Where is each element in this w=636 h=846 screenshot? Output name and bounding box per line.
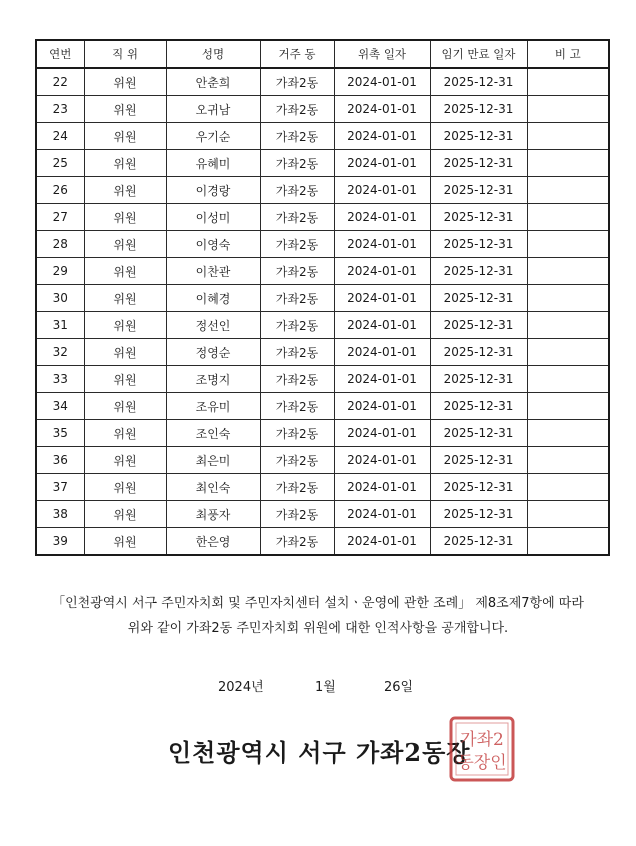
cell-name: 이찬관	[166, 258, 260, 285]
cell-name: 우기순	[166, 123, 260, 150]
cell-remarks	[527, 528, 609, 556]
cell-remarks	[527, 96, 609, 123]
cell-position: 위원	[84, 447, 166, 474]
cell-residence: 가좌2동	[260, 528, 334, 556]
cell-term-end-date: 2025-12-31	[430, 447, 527, 474]
cell-residence: 가좌2동	[260, 204, 334, 231]
cell-appointed-date: 2024-01-01	[334, 312, 430, 339]
cell-number: 23	[36, 96, 84, 123]
cell-name: 이성미	[166, 204, 260, 231]
cell-number: 28	[36, 231, 84, 258]
cell-position: 위원	[84, 501, 166, 528]
cell-remarks	[527, 258, 609, 285]
cell-residence: 가좌2동	[260, 312, 334, 339]
cell-appointed-date: 2024-01-01	[334, 366, 430, 393]
cell-appointed-date: 2024-01-01	[334, 68, 430, 96]
cell-name: 한은영	[166, 528, 260, 556]
cell-name: 최풍자	[166, 501, 260, 528]
cell-appointed-date: 2024-01-01	[334, 96, 430, 123]
table-row	[36, 204, 609, 231]
cell-name: 정영순	[166, 339, 260, 366]
cell-residence: 가좌2동	[260, 393, 334, 420]
cell-term-end-date: 2025-12-31	[430, 339, 527, 366]
cell-appointed-date: 2024-01-01	[334, 204, 430, 231]
cell-remarks	[527, 501, 609, 528]
cell-residence: 가좌2동	[260, 96, 334, 123]
cell-number: 34	[36, 393, 84, 420]
cell-residence: 가좌2동	[260, 285, 334, 312]
cell-position: 위원	[84, 528, 166, 556]
table-row	[36, 312, 609, 339]
cell-number: 37	[36, 474, 84, 501]
cell-position: 위원	[84, 393, 166, 420]
cell-remarks	[527, 339, 609, 366]
notice-line-1: 「인천광역시 서구 주민자치회 및 주민자치센터 설치ㆍ운영에 관한 조례」 제8조제7항에 따라	[52, 596, 584, 611]
cell-number: 22	[36, 68, 84, 96]
cell-residence: 가좌2동	[260, 501, 334, 528]
table-row	[36, 68, 609, 96]
cell-remarks	[527, 420, 609, 447]
cell-residence: 가좌2동	[260, 177, 334, 204]
cell-position: 위원	[84, 420, 166, 447]
cell-number: 31	[36, 312, 84, 339]
table-row	[36, 528, 609, 556]
cell-term-end-date: 2025-12-31	[430, 366, 527, 393]
cell-remarks	[527, 150, 609, 177]
header-position: 직 위	[84, 40, 166, 68]
cell-position: 위원	[84, 285, 166, 312]
table-row	[36, 177, 609, 204]
cell-position: 위원	[84, 474, 166, 501]
cell-appointed-date: 2024-01-01	[334, 123, 430, 150]
svg-text:동장인: 동장인	[457, 753, 507, 773]
cell-position: 위원	[84, 366, 166, 393]
table-row	[36, 231, 609, 258]
committee-roster-table	[35, 39, 610, 556]
cell-number: 27	[36, 204, 84, 231]
cell-residence: 가좌2동	[260, 150, 334, 177]
cell-appointed-date: 2024-01-01	[334, 150, 430, 177]
cell-remarks	[527, 177, 609, 204]
cell-name: 이경랑	[166, 177, 260, 204]
cell-name: 정선인	[166, 312, 260, 339]
cell-residence: 가좌2동	[260, 339, 334, 366]
cell-appointed-date: 2024-01-01	[334, 285, 430, 312]
table-header-row	[36, 40, 609, 68]
cell-term-end-date: 2025-12-31	[430, 177, 527, 204]
cell-number: 32	[36, 339, 84, 366]
cell-number: 36	[36, 447, 84, 474]
cell-appointed-date: 2024-01-01	[334, 258, 430, 285]
cell-name: 조유미	[166, 393, 260, 420]
cell-term-end-date: 2025-12-31	[430, 204, 527, 231]
cell-name: 이영숙	[166, 231, 260, 258]
table-row	[36, 258, 609, 285]
cell-residence: 가좌2동	[260, 123, 334, 150]
cell-number: 30	[36, 285, 84, 312]
cell-position: 위원	[84, 231, 166, 258]
cell-number: 39	[36, 528, 84, 556]
cell-residence: 가좌2동	[260, 68, 334, 96]
official-seal-icon	[448, 715, 516, 783]
cell-number: 24	[36, 123, 84, 150]
cell-position: 위원	[84, 339, 166, 366]
cell-number: 35	[36, 420, 84, 447]
cell-residence: 가좌2동	[260, 447, 334, 474]
cell-term-end-date: 2025-12-31	[430, 501, 527, 528]
cell-appointed-date: 2024-01-01	[334, 393, 430, 420]
cell-position: 위원	[84, 150, 166, 177]
header-residence: 거주 동	[260, 40, 334, 68]
header-term-end-date: 임기 만료 일자	[430, 40, 527, 68]
table-row	[36, 393, 609, 420]
cell-appointed-date: 2024-01-01	[334, 474, 430, 501]
table-row	[36, 123, 609, 150]
cell-term-end-date: 2025-12-31	[430, 312, 527, 339]
cell-term-end-date: 2025-12-31	[430, 96, 527, 123]
date-month: 1월	[315, 680, 336, 695]
issuer-signature: 인천광역시 서구 가좌2동장	[168, 738, 471, 767]
cell-remarks	[527, 285, 609, 312]
notice-line-2: 위와 같이 가좌2동 주민자치회 위원에 대한 인적사항을 공개합니다.	[127, 621, 509, 636]
cell-term-end-date: 2025-12-31	[430, 393, 527, 420]
cell-residence: 가좌2동	[260, 258, 334, 285]
header-appointed-date: 위촉 일자	[334, 40, 430, 68]
cell-position: 위원	[84, 204, 166, 231]
date-year: 2024년	[218, 680, 264, 695]
cell-remarks	[527, 123, 609, 150]
cell-name: 최인숙	[166, 474, 260, 501]
cell-position: 위원	[84, 68, 166, 96]
cell-term-end-date: 2025-12-31	[430, 474, 527, 501]
table-row	[36, 420, 609, 447]
cell-name: 안춘희	[166, 68, 260, 96]
svg-text:가좌2: 가좌2	[460, 730, 504, 750]
cell-term-end-date: 2025-12-31	[430, 528, 527, 556]
cell-name: 최은미	[166, 447, 260, 474]
cell-appointed-date: 2024-01-01	[334, 447, 430, 474]
cell-residence: 가좌2동	[260, 420, 334, 447]
table-row	[36, 366, 609, 393]
date-day: 26일	[384, 680, 414, 695]
table-row	[36, 150, 609, 177]
table-row	[36, 96, 609, 123]
cell-remarks	[527, 68, 609, 96]
cell-position: 위원	[84, 96, 166, 123]
cell-remarks	[527, 447, 609, 474]
cell-term-end-date: 2025-12-31	[430, 258, 527, 285]
cell-number: 25	[36, 150, 84, 177]
cell-remarks	[527, 366, 609, 393]
cell-appointed-date: 2024-01-01	[334, 528, 430, 556]
cell-position: 위원	[84, 258, 166, 285]
cell-name: 유혜미	[166, 150, 260, 177]
cell-appointed-date: 2024-01-01	[334, 420, 430, 447]
cell-name: 이혜경	[166, 285, 260, 312]
table-body	[36, 68, 609, 555]
cell-appointed-date: 2024-01-01	[334, 177, 430, 204]
cell-remarks	[527, 312, 609, 339]
header-number: 연번	[36, 40, 84, 68]
cell-residence: 가좌2동	[260, 474, 334, 501]
cell-term-end-date: 2025-12-31	[430, 420, 527, 447]
header-name: 성명	[166, 40, 260, 68]
cell-residence: 가좌2동	[260, 366, 334, 393]
cell-appointed-date: 2024-01-01	[334, 339, 430, 366]
cell-appointed-date: 2024-01-01	[334, 231, 430, 258]
cell-remarks	[527, 393, 609, 420]
cell-term-end-date: 2025-12-31	[430, 150, 527, 177]
cell-remarks	[527, 231, 609, 258]
cell-term-end-date: 2025-12-31	[430, 231, 527, 258]
table-row	[36, 474, 609, 501]
table-row	[36, 447, 609, 474]
cell-position: 위원	[84, 177, 166, 204]
table-row	[36, 285, 609, 312]
table-row	[36, 339, 609, 366]
cell-appointed-date: 2024-01-01	[334, 501, 430, 528]
cell-term-end-date: 2025-12-31	[430, 68, 527, 96]
cell-term-end-date: 2025-12-31	[430, 285, 527, 312]
cell-remarks	[527, 204, 609, 231]
table-row	[36, 501, 609, 528]
cell-position: 위원	[84, 312, 166, 339]
cell-residence: 가좌2동	[260, 231, 334, 258]
cell-name: 조명지	[166, 366, 260, 393]
cell-term-end-date: 2025-12-31	[430, 123, 527, 150]
cell-name: 조인숙	[166, 420, 260, 447]
header-remarks: 비 고	[527, 40, 609, 68]
cell-name: 오귀남	[166, 96, 260, 123]
cell-number: 26	[36, 177, 84, 204]
cell-number: 29	[36, 258, 84, 285]
cell-position: 위원	[84, 123, 166, 150]
cell-number: 33	[36, 366, 84, 393]
cell-remarks	[527, 474, 609, 501]
cell-number: 38	[36, 501, 84, 528]
